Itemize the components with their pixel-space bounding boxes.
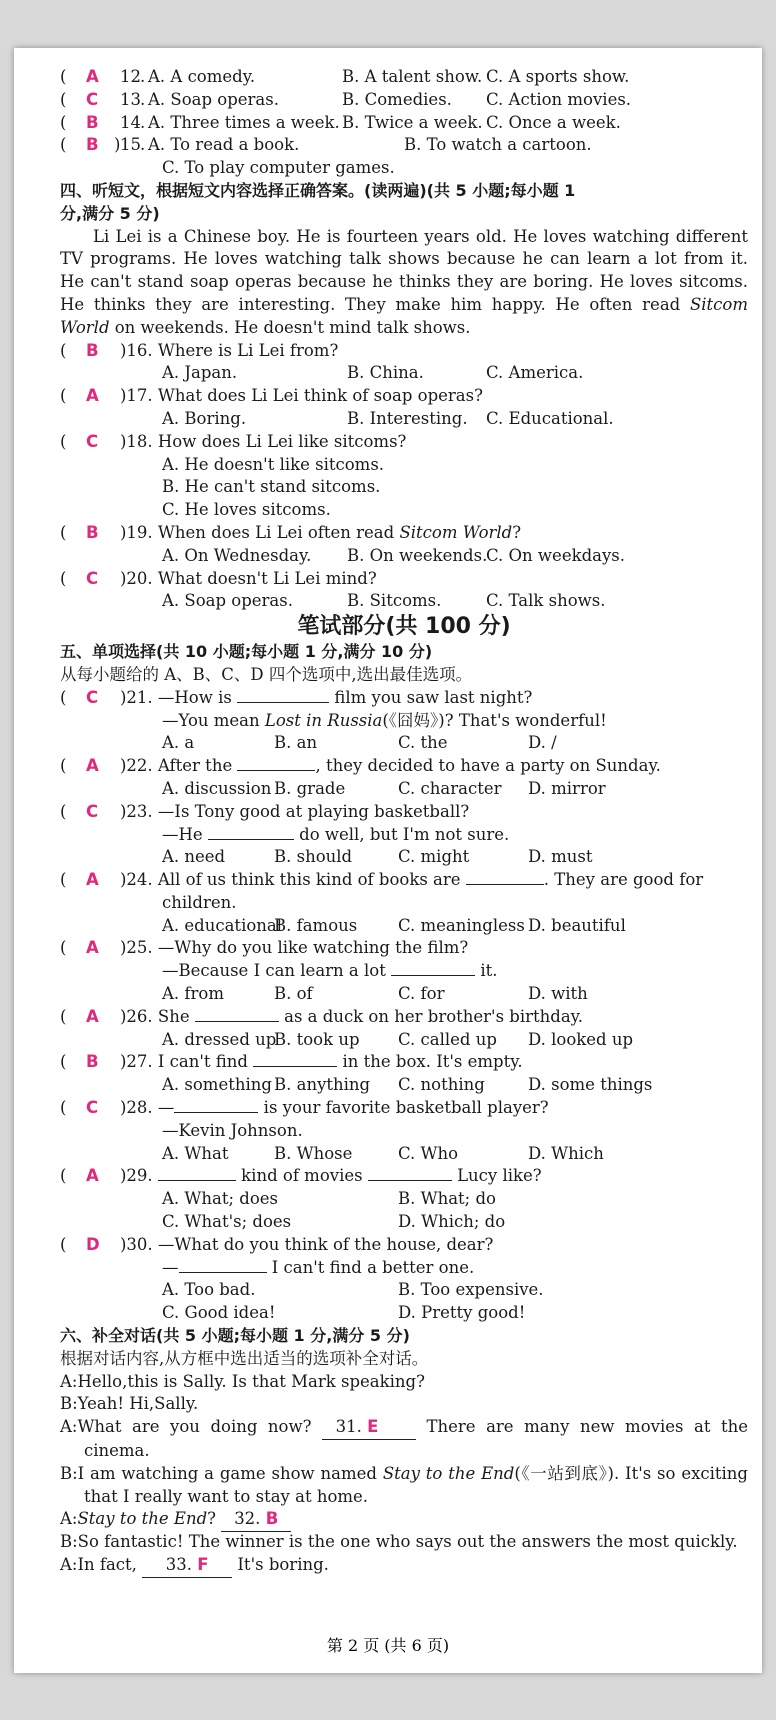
question-25-line2: [60, 960, 748, 983]
question-23: [60, 801, 748, 824]
answer-mark: B: [86, 112, 99, 132]
question-30-line2: [60, 1257, 748, 1280]
answer-mark: C: [86, 568, 99, 588]
answer-blank-31[interactable]: [322, 1416, 416, 1440]
option: A. A comedy.: [148, 67, 256, 86]
paren-open: (: [60, 1234, 67, 1254]
paren-open: (: [60, 522, 67, 542]
question-stem: children.: [162, 892, 237, 912]
answer-mark: A: [86, 1006, 99, 1026]
question-stem: [162, 960, 498, 983]
answer-mark: A: [86, 1166, 99, 1186]
paren-open: (: [60, 801, 67, 821]
answer-blank-33[interactable]: [142, 1554, 232, 1578]
dialog-line-4: B:I am watching a game show named Stay to the End(《一站到底》). It's so exciting that I really want to stay at home.: [60, 1463, 748, 1506]
question-26-options: [60, 1029, 748, 1052]
option: A. from: [162, 984, 224, 1004]
question-28-options: [60, 1143, 748, 1166]
paren-open: (: [60, 756, 67, 776]
text: )27. I can't find: [120, 1052, 254, 1072]
option: C. called up: [398, 1029, 497, 1049]
answer-blank[interactable]: [158, 1166, 236, 1181]
question-22: [60, 755, 748, 778]
option: D. some things: [528, 1075, 653, 1095]
dialog-line-6: B:So fantastic! The winner is the one who says out the answers the most quickly.: [60, 1532, 738, 1552]
question-23-line2: [60, 824, 748, 847]
question-25: [60, 937, 748, 960]
paren-open: (: [60, 67, 67, 86]
question-stem: [120, 687, 532, 710]
dot: .: [140, 112, 146, 132]
option: B. Sitcoms.: [347, 591, 442, 611]
option: D. Pretty good!: [398, 1303, 526, 1323]
paren-open: (: [60, 1166, 67, 1186]
stem-part: )19. When does Li Lei often read: [120, 522, 400, 542]
dialog-line-1: A:Hello,this is Sally. Is that Mark speaking?: [60, 1371, 425, 1391]
option: C. Who: [398, 1143, 459, 1163]
text: —: [162, 1257, 179, 1277]
question-number: 13: [120, 89, 141, 109]
text: (《囧妈》)? That's wonderful!: [382, 710, 607, 730]
option: A. On Wednesday.: [162, 545, 312, 565]
paren-open: (: [60, 1006, 67, 1026]
paren-open: (: [60, 938, 67, 958]
option: A. something: [162, 1075, 272, 1095]
answer-mark: C: [86, 1098, 99, 1118]
question-22-options: [60, 778, 748, 801]
question-26: [60, 1006, 748, 1029]
question-30-options: [60, 1302, 748, 1325]
text: )23. —Is Tony good at playing basketball?: [120, 801, 470, 821]
text: —Because I can learn a lot: [162, 961, 392, 981]
option: A. He doesn't like sitcoms.: [162, 454, 385, 474]
question-stem: [120, 937, 468, 960]
option: C. Action movies.: [486, 89, 632, 109]
question-stem: [162, 824, 509, 847]
option: A. What; does: [162, 1189, 278, 1209]
paren-open: (: [60, 870, 67, 890]
answer-blank-32[interactable]: [221, 1508, 291, 1532]
paren-open: (: [60, 1098, 67, 1118]
question-stem: )18. How does Li Lei like sitcoms?: [120, 431, 407, 451]
option: B. Too expensive.: [398, 1280, 544, 1300]
answer-mark: B: [86, 522, 99, 542]
option: B. A talent show.: [342, 67, 483, 86]
question-13: [60, 89, 748, 112]
question-29-options: [60, 1188, 748, 1211]
question-stem: )16. Where is Li Lei from?: [120, 340, 339, 360]
blank-answer: B: [265, 1509, 279, 1529]
option: C. He loves sitcoms.: [162, 500, 331, 520]
answer-mark: A: [86, 67, 99, 86]
paren-open: (: [60, 340, 67, 360]
blank-answer: F: [197, 1555, 209, 1574]
option: C. What's; does: [162, 1212, 292, 1232]
question-28: [60, 1097, 748, 1120]
option: D. Which; do: [398, 1212, 506, 1232]
question-23-options: [60, 846, 748, 869]
option: A. Three times a week.: [148, 112, 340, 132]
text: I can't find a better one.: [266, 1257, 475, 1277]
option: B. On weekends.: [347, 545, 488, 565]
question-25-options: [60, 983, 748, 1006]
option: D. /: [528, 733, 557, 753]
question-15-option-c: C. To play computer games.: [162, 158, 395, 178]
question-29: [60, 1165, 748, 1188]
question-14: [60, 112, 748, 135]
text: )21. —How is: [120, 687, 238, 707]
question-27: [60, 1051, 748, 1074]
option: C. Talk shows.: [486, 591, 606, 611]
text: Lucy like?: [451, 1166, 542, 1186]
text: )29.: [120, 1166, 158, 1186]
text: )26. She: [120, 1006, 195, 1026]
dialog-line-5: A:Stay to the End? 32. B: [60, 1508, 748, 1531]
text: , they decided to have a party on Sunday.: [315, 756, 661, 776]
exam-page: [14, 48, 762, 1673]
dot: .: [140, 89, 146, 109]
text: )22. After the: [120, 756, 238, 776]
question-stem: [162, 1257, 474, 1280]
question-29-options: [60, 1211, 748, 1234]
question-stem: [120, 522, 521, 545]
question-stem: [120, 1051, 523, 1074]
answer-mark: A: [86, 756, 99, 776]
option: A. What: [162, 1143, 229, 1163]
answer-blank[interactable]: [179, 1258, 267, 1273]
option: A. educational: [162, 915, 283, 935]
blank-number: 33.: [165, 1555, 198, 1574]
option: C. for: [398, 984, 445, 1004]
option: B. grade: [274, 778, 346, 798]
section4-heading-cont: 分,满分 5 分): [60, 203, 160, 223]
question-stem: —Kevin Johnson.: [162, 1120, 303, 1140]
blank-answer: E: [367, 1417, 379, 1437]
option: B. China.: [347, 363, 424, 383]
option: A. a: [162, 733, 195, 753]
answer-blank[interactable]: [237, 756, 315, 771]
question-24: [60, 869, 748, 892]
text: —You mean: [162, 710, 265, 730]
answer-blank[interactable]: [195, 1007, 279, 1022]
answer-blank[interactable]: [368, 1166, 452, 1181]
option: B. famous: [274, 915, 358, 935]
option: B. Whose: [274, 1143, 353, 1163]
page-content: [60, 66, 748, 1577]
question-24-options: [60, 915, 748, 938]
option: D. mirror: [528, 778, 606, 798]
option: C. America.: [486, 363, 584, 383]
question-27-options: [60, 1074, 748, 1097]
answer-blank[interactable]: [208, 825, 294, 840]
section4-heading: 四、听短文，根据短文内容选择正确答案。(读两遍)(共 5 小题;每小题 1: [60, 180, 576, 200]
option: D. looked up: [528, 1029, 634, 1049]
option: C. might: [398, 847, 470, 867]
question-30: [60, 1234, 748, 1257]
answer-mark: B: [86, 1052, 99, 1072]
paren-open: (: [60, 431, 67, 451]
option: B. He can't stand sitcoms.: [162, 477, 381, 497]
paren-open: (: [60, 386, 67, 406]
option: C. nothing: [398, 1075, 485, 1095]
option: A. need: [162, 847, 226, 867]
question-18-option: [60, 476, 748, 499]
option: B. of: [274, 984, 313, 1004]
option: A. Soap operas.: [148, 89, 279, 109]
paren-open: (: [60, 1052, 67, 1072]
answer-mark: D: [86, 1234, 100, 1254]
question-19-options: [60, 545, 748, 568]
option: B. Twice a week.: [342, 112, 483, 132]
text: . They are good for: [543, 870, 704, 890]
option: B. Comedies.: [342, 89, 452, 109]
answer-blank[interactable]: [253, 1052, 337, 1067]
answer-blank[interactable]: [391, 961, 475, 976]
answer-mark: A: [86, 386, 99, 406]
answer-blank[interactable]: [174, 1098, 258, 1113]
question-30-options: [60, 1279, 748, 1302]
option: A. Too bad.: [162, 1280, 256, 1300]
option: C. Once a week.: [486, 112, 621, 132]
option: D. with: [528, 984, 588, 1004]
question-stem: [120, 869, 703, 892]
stem-part: ?: [512, 522, 522, 542]
dot: .: [140, 67, 146, 86]
blank-number: 32.: [234, 1509, 266, 1529]
text: —He: [162, 824, 208, 844]
question-stem: [120, 1097, 549, 1120]
text: )24. All of us think this kind of books are: [120, 870, 466, 890]
answer-blank[interactable]: [237, 688, 329, 703]
text: )25. —Why do you like watching the film?: [120, 938, 469, 958]
option: D. must: [528, 847, 593, 867]
question-19: [60, 522, 748, 545]
option: B. Interesting.: [347, 408, 468, 428]
question-12: [60, 66, 748, 89]
section6-heading: 六、补全对话(共 5 小题;每小题 1 分,满分 5 分): [60, 1326, 410, 1346]
option: B. anything: [274, 1075, 371, 1095]
option: B. should: [274, 847, 353, 867]
question-number: 14: [120, 112, 141, 132]
question-16: [60, 340, 748, 363]
option: C. On weekdays.: [486, 545, 626, 565]
text: as a duck on her brother's birthday.: [278, 1006, 584, 1026]
question-16-options: [60, 362, 748, 385]
section5-instruction: 从每小题给的 A、B、C、D 四个选项中,选出最佳选项。: [60, 664, 473, 684]
option: A. discussion: [162, 778, 272, 798]
question-stem: [120, 1165, 542, 1188]
paren-open: (: [60, 89, 67, 109]
option: A. dressed up: [162, 1029, 277, 1049]
answer-mark: B: [86, 340, 99, 360]
option: B. What; do: [398, 1189, 496, 1209]
answer-mark: C: [86, 687, 99, 707]
question-stem: )20. What doesn't Li Lei mind?: [120, 568, 377, 588]
answer-mark: A: [86, 938, 99, 958]
text: in the box. It's empty.: [337, 1052, 523, 1072]
section5-heading: 五、单项选择(共 10 小题;每小题 1 分,满分 10 分): [60, 642, 433, 662]
question-17: [60, 385, 748, 408]
option: C. Good idea!: [162, 1303, 276, 1323]
option: C. A sports show.: [486, 67, 630, 86]
paren-open: (: [60, 687, 67, 707]
answer-mark: C: [86, 801, 99, 821]
option: C. the: [398, 733, 448, 753]
option: D. beautiful: [528, 915, 626, 935]
option: B. an: [274, 733, 318, 753]
dialog-line-2: B:Yeah! Hi,Sally.: [60, 1394, 199, 1414]
text: )30. —What do you think of the house, dear?: [120, 1234, 494, 1254]
question-21-line2: [60, 710, 748, 733]
text: it.: [475, 961, 498, 981]
question-stem: [120, 1006, 583, 1029]
answer-mark: C: [86, 89, 99, 109]
option: A. Japan.: [162, 363, 238, 383]
option: C. Educational.: [486, 408, 614, 428]
passage: Li Lei is a Chinese boy. He is fourteen years old. He loves watching different TV programs. He loves watching talk shows because he can learn a lot from it. He can't stand soap operas because he thinks they are boring. He loves sitcoms. He thinks they are interesting. They make him happy. He often read Sitcom World on weekends. He doesn't mind talk shows.: [60, 226, 748, 337]
question-stem: )17. What does Li Lei think of soap operas?: [120, 386, 483, 406]
stem-italic: Lost in Russia: [264, 710, 383, 730]
text: kind of movies: [235, 1166, 368, 1186]
option: D. Which: [528, 1143, 604, 1163]
text: do well, but I'm not sure.: [293, 824, 510, 844]
question-18-option: [60, 454, 748, 477]
question-21: [60, 687, 748, 710]
question-20-options: [60, 590, 748, 613]
written-part-title: 笔试部分(共 100 分): [297, 614, 511, 640]
question-20: [60, 568, 748, 591]
question-21-options: [60, 732, 748, 755]
question-stem: [162, 710, 607, 733]
question-stem: [120, 801, 469, 824]
answer-mark: C: [86, 431, 99, 451]
option: A. Boring.: [162, 408, 247, 428]
question-18: [60, 431, 748, 454]
option: B. took up: [274, 1029, 360, 1049]
stem-italic: Sitcom World: [399, 522, 513, 542]
answer-mark: A: [86, 870, 99, 890]
question-18-option: [60, 499, 748, 522]
question-24-line2: [60, 892, 748, 915]
text: )28. —: [120, 1098, 175, 1118]
question-number: 12: [120, 67, 141, 86]
option: A. Soap operas.: [162, 591, 293, 611]
question-stem: [120, 1234, 493, 1257]
question-28-line2: [60, 1120, 748, 1143]
dialog-line-3: A:What are you doing now? 31. E There are many new movies at the cinema.: [60, 1417, 748, 1461]
paren-open: (: [60, 112, 67, 132]
section6-instruction: 根据对话内容,从方框中选出适当的选项补全对话。: [60, 1348, 429, 1368]
option: C. character: [398, 778, 502, 798]
text: is your favorite basketball player?: [258, 1098, 549, 1118]
question-17-options: [60, 408, 748, 431]
question-15: ( B ) 15 . A. To read a book. B. To watch a cartoon.: [60, 135, 592, 155]
dialog-line-7: A:In fact, 33. F It's boring.: [60, 1554, 748, 1577]
answer-blank[interactable]: [466, 870, 544, 885]
blank-number: 31.: [335, 1417, 368, 1437]
question-stem: [120, 755, 661, 778]
paren-open: (: [60, 568, 67, 588]
page-footer: 第 2 页 (共 6 页): [326, 1636, 450, 1655]
option: C. meaningless: [398, 915, 525, 935]
text: film you saw last night?: [329, 687, 533, 707]
